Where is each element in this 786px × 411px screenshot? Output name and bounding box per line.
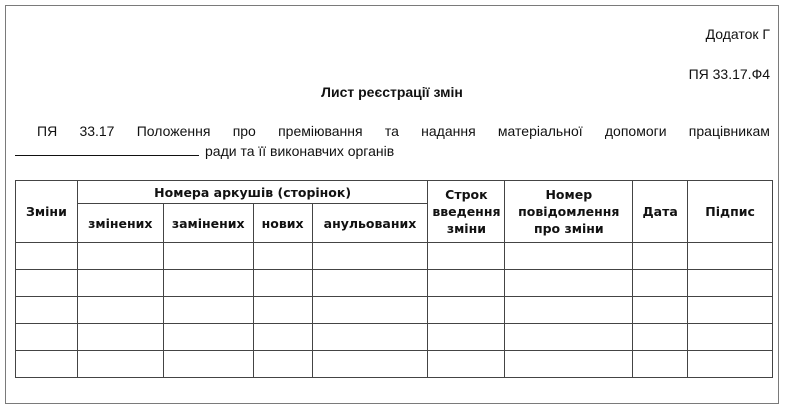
description-paragraph (15, 121, 770, 161)
table-cell[interactable] (163, 243, 253, 270)
table-cell[interactable] (633, 243, 688, 270)
paragraph-line-1 (15, 121, 770, 141)
table-cell[interactable] (77, 324, 163, 351)
paragraph-word: про (232, 123, 256, 139)
header-term: Строк введення зміни (428, 181, 505, 243)
paragraph-word: преміювання (278, 123, 363, 139)
table-cell[interactable] (688, 351, 773, 378)
table-cell[interactable] (16, 297, 78, 324)
page-title: Лист реєстрації змін (321, 84, 463, 100)
table-cell[interactable] (688, 297, 773, 324)
table-cell[interactable] (77, 297, 163, 324)
table-cell[interactable] (163, 324, 253, 351)
table-cell[interactable] (312, 243, 428, 270)
table-cell[interactable] (505, 351, 633, 378)
table-cell[interactable] (428, 351, 505, 378)
header-date: Дата (633, 181, 688, 243)
table-cell[interactable] (163, 297, 253, 324)
paragraph-word: працівникам (688, 123, 770, 139)
table-cell[interactable] (505, 297, 633, 324)
table-cell[interactable] (253, 324, 312, 351)
header-signature: Підпис (688, 181, 773, 243)
table-cell[interactable] (633, 270, 688, 297)
fill-in-blank (15, 141, 199, 156)
table-cell[interactable] (428, 243, 505, 270)
table-cell[interactable] (16, 351, 78, 378)
change-registration-table (15, 180, 773, 378)
paragraph-word: Положення (136, 123, 211, 139)
table-cell[interactable] (253, 297, 312, 324)
table-row (16, 324, 773, 351)
table-cell[interactable] (312, 297, 428, 324)
table-cell[interactable] (505, 324, 633, 351)
table-cell[interactable] (77, 270, 163, 297)
subheader-replaced: замінених (163, 204, 253, 243)
paragraph-word: надання (421, 123, 476, 139)
table-cell[interactable] (633, 324, 688, 351)
table-row (16, 351, 773, 378)
header-notice-number: Номер повідомлення про зміни (505, 181, 633, 243)
table-cell[interactable] (163, 351, 253, 378)
table-header-row (16, 181, 773, 204)
table-cell[interactable] (16, 243, 78, 270)
table-cell[interactable] (16, 324, 78, 351)
table-cell[interactable] (77, 351, 163, 378)
table-cell[interactable] (77, 243, 163, 270)
header-sheet-numbers: Номера аркушів (сторінок) (77, 181, 428, 204)
document-page (5, 5, 779, 404)
table-cell[interactable] (505, 243, 633, 270)
subheader-cancelled: анульованих (312, 204, 428, 243)
table-row (16, 270, 773, 297)
header-changes: Зміни (16, 181, 78, 243)
paragraph-word: матеріальної (497, 123, 583, 139)
paragraph-word: ПЯ (37, 123, 58, 139)
subheader-changed: змінених (77, 204, 163, 243)
table-cell[interactable] (163, 270, 253, 297)
table-cell[interactable] (428, 297, 505, 324)
table-cell[interactable] (505, 270, 633, 297)
table-cell[interactable] (312, 324, 428, 351)
paragraph-word: допомоги (604, 123, 667, 139)
table-cell[interactable] (428, 270, 505, 297)
table-cell[interactable] (633, 297, 688, 324)
paragraph-line-2-text: ради та її виконавчих органів (205, 143, 395, 159)
table-cell[interactable] (688, 324, 773, 351)
table-cell[interactable] (688, 270, 773, 297)
table-cell[interactable] (253, 243, 312, 270)
table-cell[interactable] (688, 243, 773, 270)
paragraph-word: 33.17 (79, 123, 115, 139)
table-row (16, 243, 773, 270)
table-cell[interactable] (312, 270, 428, 297)
table-cell[interactable] (428, 324, 505, 351)
document-code: ПЯ 33.17.Ф4 (688, 66, 770, 82)
table-cell[interactable] (633, 351, 688, 378)
subheader-new: нових (253, 204, 312, 243)
table-cell[interactable] (253, 270, 312, 297)
table-cell[interactable] (312, 351, 428, 378)
appendix-label: Додаток Г (705, 26, 770, 42)
table-cell[interactable] (253, 351, 312, 378)
paragraph-line-2 (15, 141, 770, 161)
table-cell[interactable] (16, 270, 78, 297)
paragraph-word: та (384, 123, 399, 139)
table-row (16, 297, 773, 324)
